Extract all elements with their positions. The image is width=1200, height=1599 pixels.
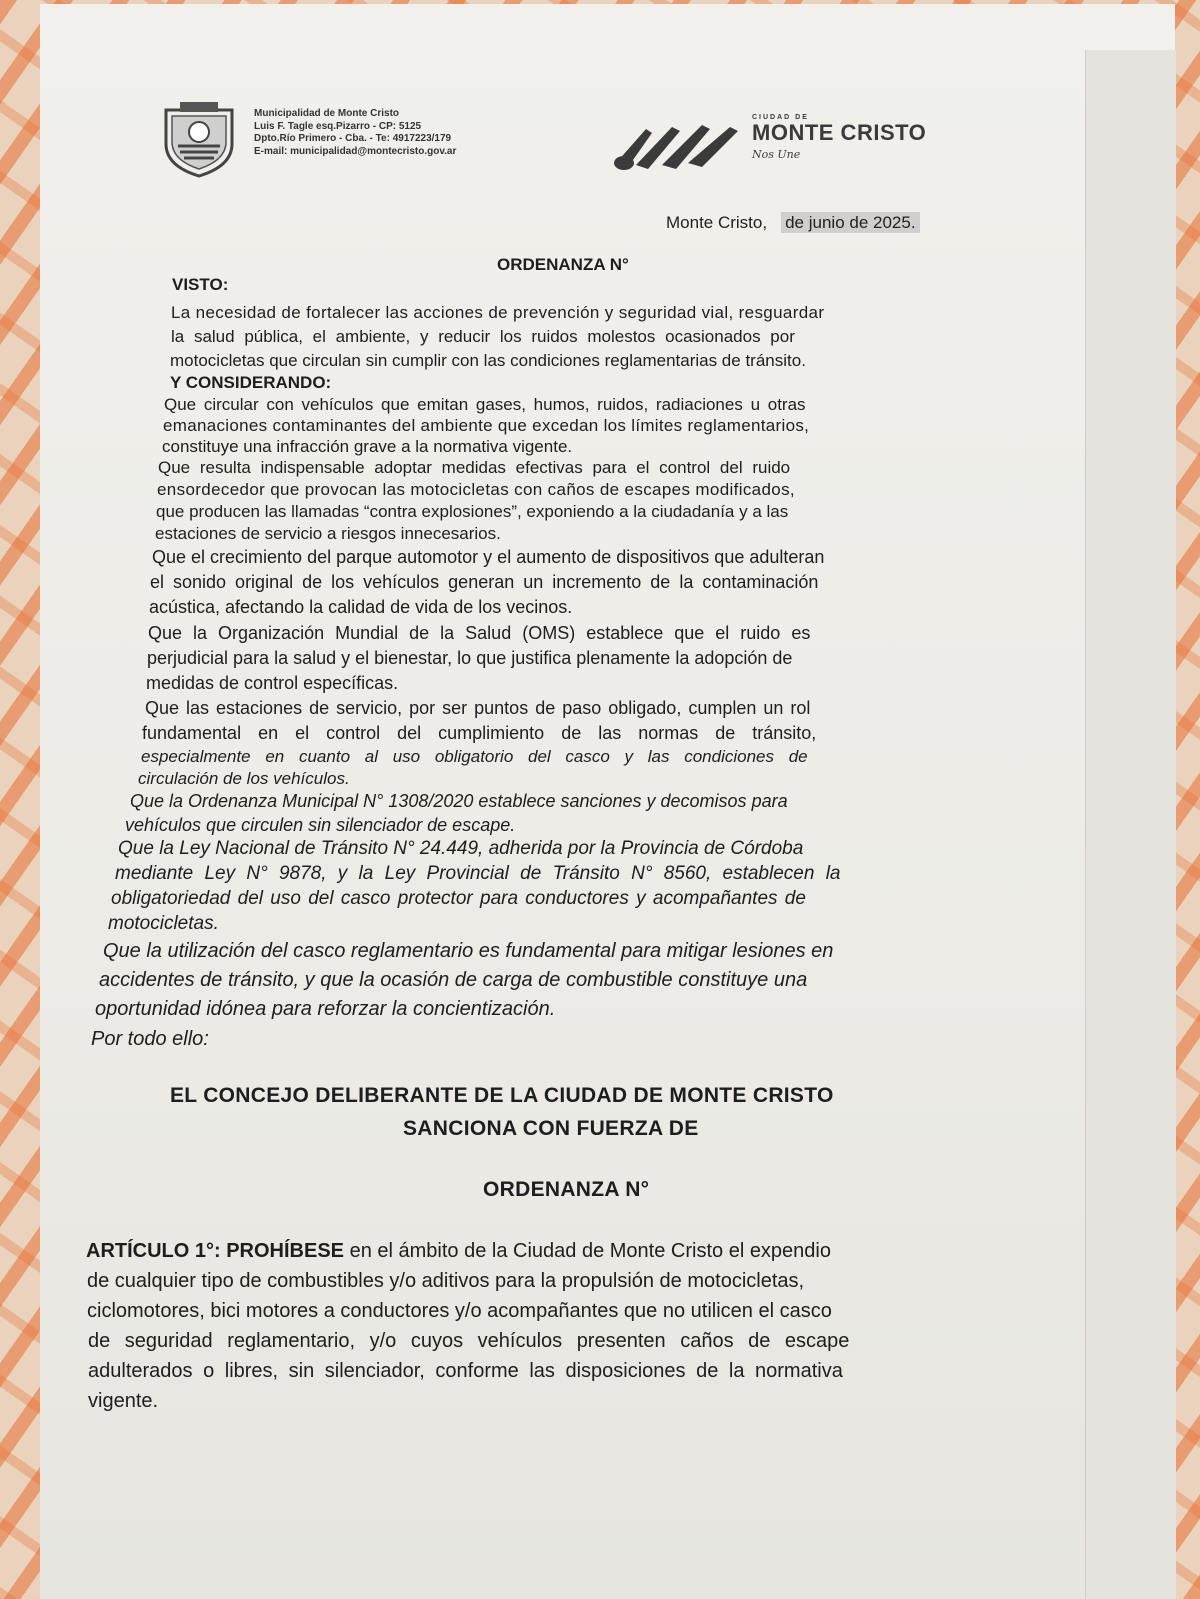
considerando-line: circulación de los vehículos.	[138, 769, 350, 788]
considerando-line: medidas de control específicas.	[146, 673, 399, 693]
considerando-line: Que la utilización del casco reglamentario es fundamental para mitigar lesiones en	[103, 940, 834, 962]
article-1-line: de cualquier tipo de combustibles y/o aditivos para la propulsión de motocicletas,	[87, 1270, 805, 1292]
ordinance-title: ORDENANZA N°	[497, 255, 629, 274]
date-place: Monte Cristo,	[666, 213, 768, 232]
considerando-line: Que la Ley Nacional de Tránsito N° 24.449, adherida por la Provincia de Córdoba	[118, 838, 804, 859]
considerando-line: estaciones de servicio a riesgos innecesarios.	[155, 524, 501, 543]
article-1-line	[86, 1240, 831, 1263]
municipality-contact-block	[254, 108, 456, 158]
article-1-line: adulterados o libres, sin silenciador, conforme las disposiciones de la normativa	[88, 1360, 843, 1382]
council-line: SANCIONA CON FUERZA DE	[403, 1117, 699, 1140]
municipality-department: Dpto.Río Primero - Cba. - Te: 4917223/179	[254, 133, 452, 144]
article-1-line: vigente.	[88, 1390, 159, 1412]
considerando-line: Por todo ello:	[91, 1028, 209, 1050]
article-1-label: ARTÍCULO 1°: PROHÍBESE	[86, 1240, 345, 1262]
visto-line: motocicletas que circulan sin cumplir con las condiciones reglamentarias de tránsito.	[170, 351, 806, 370]
considerando-line: el sonido original de los vehículos generan un incremento de la contaminación	[150, 572, 819, 592]
considerando-line: constituye una infracción grave a la normativa vigente.	[162, 437, 573, 456]
visto-line: La necesidad de fortalecer las acciones de prevención y seguridad vial, resguardar	[171, 303, 825, 322]
considerando-line: obligatoriedad del uso del casco protector para conductores y acompañantes de	[111, 888, 806, 909]
municipality-address: Luis F. Tagle esq.Pizarro - CP: 5125	[254, 120, 422, 132]
considerando-line: Que resulta indispensable adoptar medidas efectivas para el control del ruido	[158, 458, 791, 477]
considerando-line: especialmente en cuanto al uso obligatorio del casco y las condiciones de	[141, 747, 808, 766]
date-month-year: de junio de 2025.	[781, 212, 919, 233]
considerando-line: vehículos que circulen sin silenciador de escape.	[125, 815, 516, 835]
article-1-line: ciclomotores, bici motores a conductores y/o acompañantes que no utilicen el casco	[87, 1300, 832, 1322]
folded-page-edge	[1085, 50, 1176, 1599]
considerando-line: ensordecedor que provocan las motocicletas con caños de escapes modificados,	[157, 480, 796, 499]
council-line: EL CONCEJO DELIBERANTE DE LA CIUDAD DE MONTE CRISTO	[170, 1084, 834, 1107]
considerando-line: Que las estaciones de servicio, por ser puntos de paso obligado, cumplen un rol	[145, 698, 811, 718]
brand-name: MONTE CRISTO	[752, 120, 927, 145]
considerando-line: oportunidad idónea para reforzar la concientización.	[95, 998, 556, 1020]
council-ordinance-title: ORDENANZA N°	[483, 1178, 650, 1201]
considerando-line: perjudicial para la salud y el bienestar, lo que justifica plenamente la adopción de	[147, 648, 793, 668]
considerando-line: Que la Ordenanza Municipal N° 1308/2020 establece sanciones y decomisos para	[130, 791, 788, 811]
municipality-email: E-mail: municipalidad@montecristo.gov.ar	[254, 145, 457, 157]
considerando-line: Que la Organización Mundial de la Salud (OMS) establece que el ruido es	[148, 623, 811, 643]
considerando-line: mediante Ley N° 9878, y la Ley Provincial de Tránsito N° 8560, establecen la	[115, 863, 841, 884]
considerando-line: emanaciones contaminantes del ambiente que excedan los límites reglamentarios,	[163, 416, 810, 435]
mc-brush-logo-icon	[606, 115, 746, 175]
visto-heading: VISTO:	[172, 275, 229, 294]
considerando-line: Que circular con vehículos que emitan gases, humos, ruidos, radiaciones u otras	[164, 395, 806, 414]
article-1-first-line: en el ámbito de la Ciudad de Monte Cristo el expendio	[344, 1240, 831, 1262]
considerando-line: accidentes de tránsito, y que la ocasión de carga de combustible constituye una	[99, 969, 808, 991]
considerando-line: fundamental en el control del cumplimiento de las normas de tránsito,	[142, 723, 817, 743]
brand-tagline: Nos Une	[752, 148, 801, 161]
brand-ciudad: CIUDAD DE	[752, 114, 809, 121]
municipal-seal-icon	[158, 96, 240, 178]
considerando-line: motocicletas.	[108, 913, 219, 934]
considerando-line: que producen las llamadas “contra explosiones”, exponiendo a la ciudadanía y a las	[156, 502, 789, 521]
visto-line: la salud pública, el ambiente, y reducir los ruidos molestos ocasionados por	[171, 327, 795, 346]
municipality-name: Municipalidad de Monte Cristo	[254, 108, 400, 119]
considerando-heading: Y CONSIDERANDO:	[170, 373, 332, 392]
article-1-line: de seguridad reglamentario, y/o cuyos vehículos presenten caños de escape	[88, 1330, 850, 1352]
city-brand	[752, 114, 926, 161]
considerando-line: Que el crecimiento del parque automotor y el aumento de dispositivos que adulteran	[152, 547, 825, 567]
considerando-line: acústica, afectando la calidad de vida de los vecinos.	[149, 597, 573, 617]
document-date	[666, 213, 920, 233]
